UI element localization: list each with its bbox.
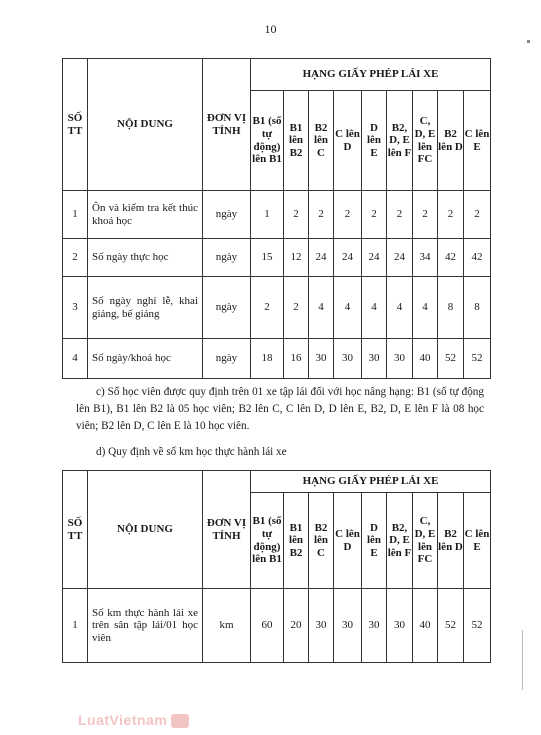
cell-value: 4: [387, 277, 413, 339]
header-license-classes: HẠNG GIẤY PHÉP LÁI XE: [251, 59, 491, 91]
row-stt: 2: [63, 239, 88, 277]
class-b1-auto: B1 (số tự động) lên B1: [251, 91, 284, 191]
cell-value: 15: [251, 239, 284, 277]
practice-km-table: [62, 470, 491, 663]
class-c-d: C lên D: [334, 91, 362, 191]
cell-value: 4: [334, 277, 362, 339]
row-donvi: ngày: [203, 191, 251, 239]
header-noidung: NỘI DUNG: [88, 59, 203, 191]
cell-value: 52: [464, 589, 491, 663]
header-noidung: NỘI DUNG: [88, 471, 203, 589]
row-noidung: Số ngày nghỉ lễ, khai giảng, bế giảng: [88, 277, 203, 339]
cell-value: 30: [362, 589, 387, 663]
row-donvi: ngày: [203, 339, 251, 379]
class-b1-b2: B1 lên B2: [284, 493, 309, 589]
cell-value: 1: [251, 191, 284, 239]
table-row: [63, 589, 491, 663]
cell-value: 30: [334, 339, 362, 379]
class-c-e: C lên E: [464, 493, 491, 589]
cell-value: 30: [309, 589, 334, 663]
watermark-logo: [78, 712, 189, 728]
cell-value: 2: [284, 191, 309, 239]
cell-value: 42: [464, 239, 491, 277]
header-stt: SỐ TT: [63, 59, 88, 191]
header-license-classes: HẠNG GIẤY PHÉP LÁI XE: [251, 471, 491, 493]
cell-value: 60: [251, 589, 284, 663]
cell-value: 8: [464, 277, 491, 339]
header-donvi: ĐƠN VỊ TÍNH: [203, 471, 251, 589]
cell-value: 12: [284, 239, 309, 277]
cell-value: 2: [413, 191, 438, 239]
cell-value: 40: [413, 339, 438, 379]
row-stt: 1: [63, 589, 88, 663]
row-noidung: Số ngày/khoá học: [88, 339, 203, 379]
table-row: [63, 339, 491, 379]
class-b1-auto: B1 (số tự động) lên B1: [251, 493, 284, 589]
cell-value: 4: [362, 277, 387, 339]
class-b2-d: B2 lên D: [438, 91, 464, 191]
cell-value: 2: [362, 191, 387, 239]
watermark-text: LuatVietnam: [78, 712, 168, 728]
cell-value: 24: [309, 239, 334, 277]
row-noidung: Số ngày thực học: [88, 239, 203, 277]
row-donvi: km: [203, 589, 251, 663]
cell-value: 20: [284, 589, 309, 663]
row-donvi: ngày: [203, 239, 251, 277]
class-b2-c: B2 lên C: [309, 493, 334, 589]
cell-value: 52: [438, 339, 464, 379]
row-stt: 3: [63, 277, 88, 339]
cell-value: 24: [334, 239, 362, 277]
class-d-e: D lên E: [362, 91, 387, 191]
table-row: [63, 277, 491, 339]
cell-value: 30: [387, 339, 413, 379]
license-days-table: [62, 58, 491, 379]
header-stt: SỐ TT: [63, 471, 88, 589]
paragraph-d: d) Quy định về số km học thực hành lái xe: [96, 446, 287, 458]
row-stt: 1: [63, 191, 88, 239]
cell-value: 24: [362, 239, 387, 277]
cell-value: 40: [413, 589, 438, 663]
cell-value: 2: [387, 191, 413, 239]
cell-value: 52: [438, 589, 464, 663]
cell-value: 52: [464, 339, 491, 379]
cell-value: 2: [334, 191, 362, 239]
cell-value: 4: [309, 277, 334, 339]
cell-value: 16: [284, 339, 309, 379]
class-b2de-f: B2, D, E lên F: [387, 91, 413, 191]
logo-icon: [171, 714, 189, 728]
row-noidung: Số km thực hành lái xe trên sân tập lái/01 học viên: [88, 589, 203, 663]
class-cde-fc: C, D, E lên FC: [413, 91, 438, 191]
cell-value: 2: [438, 191, 464, 239]
scan-edge-line: [522, 630, 523, 690]
table-row: [63, 191, 491, 239]
paragraph-c: c) Số học viên được quy định trên 01 xe tập lái đối với học nâng hạng: B1 (số tự động lên B1), B1 lên B2 là 05 học viên; B2 lên C, C lên D, D lên E, B2, D, E lên F là 08 học viên; B2 lên D, C lên E là 10 học viên.: [76, 386, 484, 432]
cell-value: 24: [387, 239, 413, 277]
cell-value: 2: [464, 191, 491, 239]
class-c-d: C lên D: [334, 493, 362, 589]
page-number: 10: [264, 22, 277, 36]
class-b2-c: B2 lên C: [309, 91, 334, 191]
class-cde-fc: C, D, E lên FC: [413, 493, 438, 589]
row-donvi: ngày: [203, 277, 251, 339]
cell-value: 8: [438, 277, 464, 339]
cell-value: 4: [413, 277, 438, 339]
cell-value: 18: [251, 339, 284, 379]
class-b2-d: B2 lên D: [438, 493, 464, 589]
cell-value: 30: [334, 589, 362, 663]
cell-value: 30: [309, 339, 334, 379]
cell-value: 34: [413, 239, 438, 277]
cell-value: 2: [309, 191, 334, 239]
class-b2de-f: B2, D, E lên F: [387, 493, 413, 589]
class-c-e: C lên E: [464, 91, 491, 191]
header-donvi: ĐƠN VỊ TÍNH: [203, 59, 251, 191]
scan-mark: [527, 40, 530, 43]
cell-value: 2: [284, 277, 309, 339]
cell-value: 2: [251, 277, 284, 339]
class-d-e: D lên E: [362, 493, 387, 589]
cell-value: 30: [362, 339, 387, 379]
cell-value: 30: [387, 589, 413, 663]
class-b1-b2: B1 lên B2: [284, 91, 309, 191]
table-row: [63, 239, 491, 277]
cell-value: 42: [438, 239, 464, 277]
row-stt: 4: [63, 339, 88, 379]
row-noidung: Ôn và kiểm tra kết thúc khoá học: [88, 191, 203, 239]
